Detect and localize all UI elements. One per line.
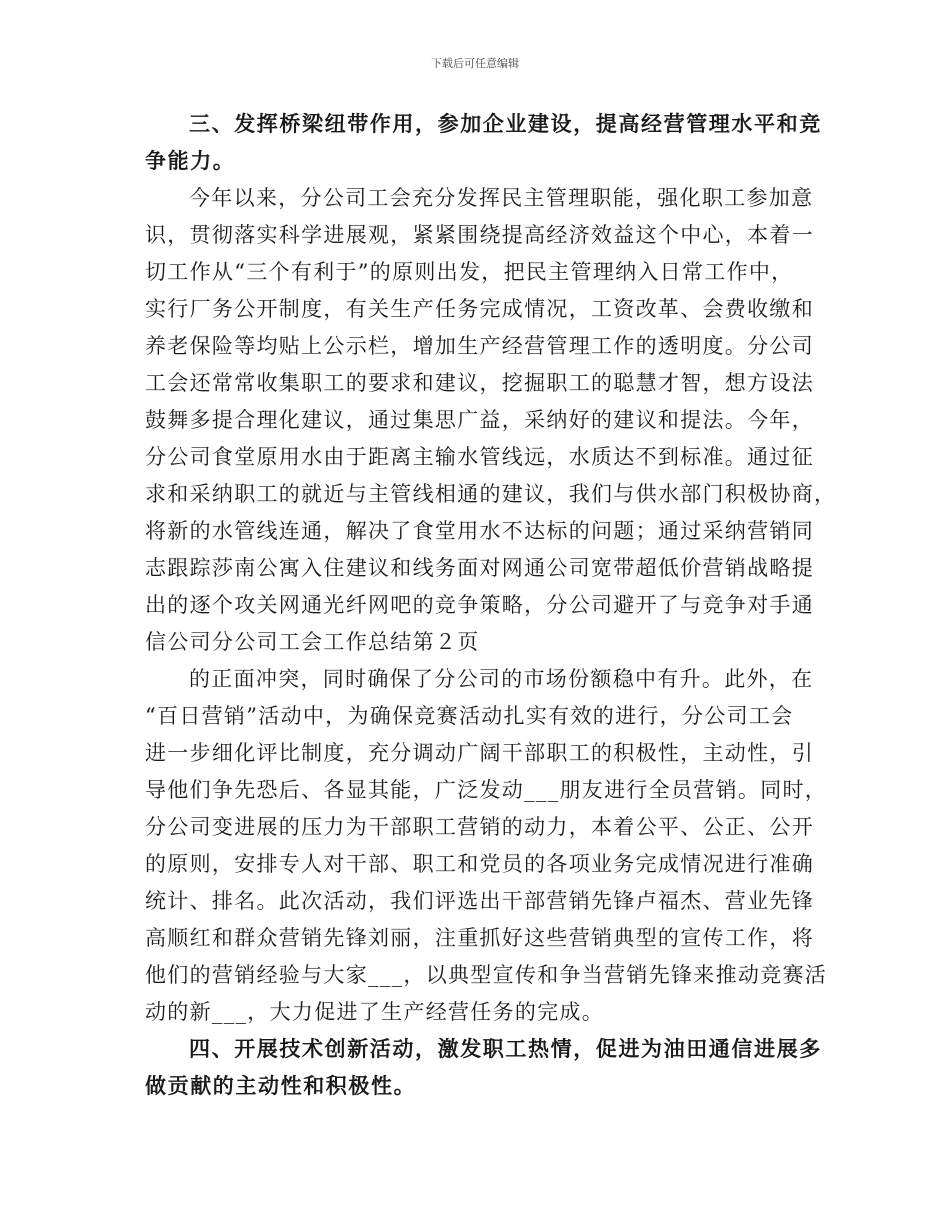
heading-line: 四、开展技术创新活动，激发职工热情，促进为油田通信进展多 xyxy=(189,1037,822,1061)
text-line: 求和采纳职工的就近与主管线相通的建议，我们与供水部门积极协商， xyxy=(145,482,837,506)
text-line: 他们的营销经验与大家___，以典型宣传和争当营销先锋来推动竞赛活 xyxy=(145,963,828,987)
text-line: 导他们争先恐后、各显其能，广泛发动___朋友进行全员营销。同时， xyxy=(145,778,828,802)
text-line: 信公司分公司工会工作总结第２页 xyxy=(145,630,480,654)
text-line: 的正面冲突，同时确保了分公司的市场份额稳中有升。此外，在 xyxy=(189,667,814,691)
page-header-note: 下载后可任意编辑 xyxy=(431,57,519,70)
text-line: 实行厂务公开制度，有关生产任务完成情况，工资改革、会费收缴和 xyxy=(145,297,814,321)
text-line: 将新的水管线连通，解决了食堂用水不达标的问题；通过采纳营销同 xyxy=(145,519,814,543)
text-line: 切工作从“三个有利于”的原则出发，把民主管理纳入日常工作中， xyxy=(145,260,794,284)
text-line: 的原则，安排专人对干部、职工和党员的各项业务完成情况进行准确 xyxy=(145,852,814,876)
text-line: 养老保险等均贴上公示栏，增加生产经营管理工作的透明度。分公司 xyxy=(145,334,814,358)
text-line: “百日营销”活动中，为确保竞赛活动扎实有效的进行，分公司工会 xyxy=(145,704,794,728)
text-line: 鼓舞多提合理化建议，通过集思广益，采纳好的建议和提法。今年， xyxy=(145,408,814,432)
text-line: 进一步细化评比制度，充分调动广阔干部职工的积极性，主动性，引 xyxy=(145,741,814,765)
heading-line: 做贡献的主动性和积极性。 xyxy=(145,1074,417,1098)
section-3-paragraph-1 xyxy=(145,180,837,661)
text-line: 统计、排名。此次活动，我们评选出干部营销先锋卢福杰、营业先锋 xyxy=(145,889,814,913)
heading-line: 三、发挥桥梁纽带作用，参加企业建设，提高经营管理水平和竞 xyxy=(189,112,822,136)
text-line: 高顺红和群众营销先锋刘丽，注重抓好这些营销典型的宣传工作，将 xyxy=(145,926,814,950)
text-line: 识，贯彻落实科学进展观，紧紧围绕提高经济效益这个中心，本着一 xyxy=(145,223,814,247)
text-line: 工会还常常收集职工的要求和建议，挖掘职工的聪慧才智，想方设法 xyxy=(145,371,814,395)
text-line: 动的新___，大力促进了生产经营任务的完成。 xyxy=(145,1000,605,1024)
section-3-heading xyxy=(145,106,822,180)
text-line: 出的逐个攻关网通光纤网吧的竞争策略，分公司避开了与竞争对手通 xyxy=(145,593,814,617)
document-body xyxy=(145,106,837,1105)
text-line: 今年以来，分公司工会充分发挥民主管理职能，强化职工参加意 xyxy=(189,186,814,210)
text-line: 分公司变进展的压力为干部职工营销的动力，本着公平、公正、公开 xyxy=(145,815,814,839)
text-line: 分公司食堂原用水由于距离主输水管线远，水质达不到标准。通过征 xyxy=(145,445,814,469)
section-4-heading xyxy=(145,1031,822,1105)
heading-line: 争能力。 xyxy=(145,149,236,173)
text-line: 志跟踪莎南公寓入住建议和线务面对网通公司宽带超低价营销战略提 xyxy=(145,556,814,580)
section-3-paragraph-2 xyxy=(145,661,828,1031)
